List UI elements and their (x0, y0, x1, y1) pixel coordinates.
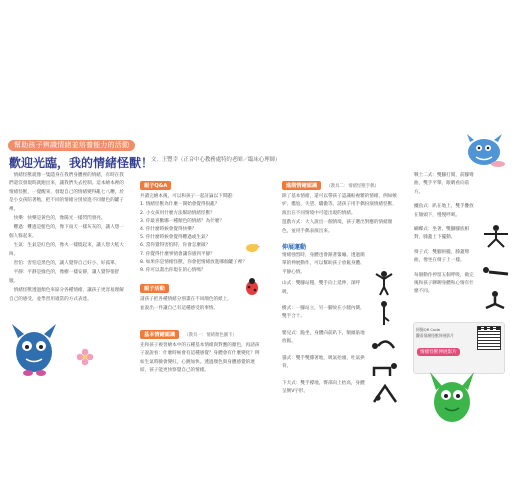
pose-item: 嬰兒式：跪坐，身體向前趴下，額頭貼地放鬆。 (282, 330, 365, 345)
pose-item: 樹式：一腳站立，另一腳放在小腿內側，雙手合十。 (282, 306, 365, 320)
pose-item: 山式：雙腳站穩，雙手向上延伸，深呼吸。 (282, 281, 361, 295)
qr-caption-line: 觀看情緒怪獸伸展影片 (416, 333, 454, 339)
paragraph: 害怕：害怕是黑色的，讓人覺得自己好小、好孤單。 (13, 261, 120, 267)
list-item: 6. 當你覺得害怕時，你會怎麼做？ (140, 243, 211, 249)
section-header-advanced-label: 進階情緒認識 (282, 181, 321, 190)
list-item: 5. 你什麼時候會覺得難過或生氣？ (140, 235, 211, 241)
bird-icon (244, 240, 260, 254)
paragraph: 情緒怪獸就像一隻隱身在我們身體裡的情緒，有時在我們還沒發現時就跑出來，讓我們失去控制。這本繪本裡的情緒怪獸，一覺醒來，發現自己的情緒變得亂七八糟，於是小女孩陪著牠，把不同的情緒分別放進不同顏色的罐子裡。 (9, 173, 124, 212)
blue-monster-top-illustration (458, 128, 508, 168)
basic-emotion-text: 先和孩子複習繪本中的五種基本情緒與對應的顏色，再請孩子說說看：什麼時候會有這種感覺？身體會有什麼變化？例如生氣時臉會變紅、心跳加快。透過顏色與身體感覺的連結，孩子能更快察覺自己的情緒。 (140, 343, 260, 374)
pose-item: 貓式：雙手雙膝著地，吸氣抬頭，吐氣拱背。 (282, 355, 365, 370)
flower-icon (76, 348, 94, 366)
column-2 (140, 172, 262, 376)
green-monster-illustration (428, 368, 476, 426)
list-item: 3. 你最喜歡哪一種顏色的情緒？為什麼？ (140, 218, 224, 224)
yoga-pose-figure (480, 262, 510, 280)
paragraph: 難過：難過是藍色的，像下雨天一樣灰灰的，讓人想一個人躲起來。 (9, 225, 124, 239)
qa-intro: 共讀完繪本後，可以和孩子一起討論以下問題： (140, 194, 237, 199)
qr-caption (416, 327, 454, 340)
yoga-pose-figure (482, 224, 510, 248)
yoga-pose-figure (370, 380, 400, 404)
blue-monster-illustration (8, 318, 60, 376)
qr-code[interactable] (477, 326, 501, 350)
pose-item: 鱷魚式：趴在地上，雙手疊放在額頭下，慢慢呼吸。 (414, 204, 474, 218)
list-item: 7. 你覺得什麼事情會讓你感到平靜？ (140, 251, 215, 257)
paragraph: 生氣：生氣是紅色的，像火一樣燒起來，讓人想大吼大叫。 (9, 243, 124, 257)
column-1 (9, 172, 126, 305)
video-link-button[interactable]: 情緒怪獸伸展影片 (417, 348, 460, 356)
pose-item: 下犬式：雙手撐地，臀部向上抬高，身體呈倒V字形。 (282, 380, 365, 394)
paragraph: 平靜：平靜是綠色的，像樹一樣安靜，讓人覺得很舒服。 (9, 270, 120, 284)
list-item: 1. 情緒怪獸為什麼一開始會覺得很亂？ (140, 202, 220, 208)
section-header-advanced (282, 172, 400, 191)
paragraph: 情緒怪獸透過顏色來區分各種情緒，讓孩子更容易理解自己的感受，並學習用適當的方式表達。 (9, 288, 124, 302)
pose-item: 椅子式：雙腳併攏，膝蓋彎曲，像坐在椅子上一樣。 (414, 249, 470, 264)
section-header-basic-label: 基本情緒認識 (140, 330, 179, 339)
yoga-pose-figure (482, 290, 508, 312)
list-item: 2. 小女孩用什麼方法幫助情緒怪獸？ (140, 210, 215, 216)
closing-text: 每個動作停留五個呼吸，做完後和孩子聊聊身體和心情有什麼不同。 (414, 272, 474, 295)
section-pill: 幫助孩子辨識情緒並培養能力的活動 (8, 140, 135, 151)
qr-caption-line: 掃描QR Code (416, 327, 441, 332)
pose-list (282, 280, 368, 396)
list-item: 8. 如果你是情緒怪獸，你會把情緒放進哪個罐子裡？ (140, 259, 247, 265)
advanced-text: 除了基本情緒，還可以帶孩子認識較複雜的情緒，例如嫉妒、尷尬、失望、驕傲等。請孩子用手偶扮演情緒怪獸，演出在不同情境中可能出現的情緒。 (282, 194, 397, 216)
pose-item: 戰士二式：雙腳打開，前腳彎曲，雙手平舉，眼睛看向前方。 (414, 173, 474, 195)
yoga-pose-figure (372, 270, 396, 296)
stretch-intro: 情緒強烈時，身體也會跟著緊繃。透過簡單的伸展動作，可以幫助孩子放鬆身體、平靜心情。 (282, 253, 365, 275)
advanced-text-2: 遊戲方式：大人說出一個情境，孩子選出對應的情緒顏色，並用手偶表演出來。 (282, 220, 393, 234)
section-header-basic (140, 321, 262, 340)
column-4 (414, 172, 476, 297)
list-item: 4. 你什麼時候會覺得快樂？ (140, 227, 197, 233)
yoga-pose-figure (370, 356, 398, 378)
section-header-activity: 親子活動 (140, 284, 169, 293)
yoga-pose-figure (370, 330, 398, 352)
yoga-pose-figure (372, 300, 396, 326)
ladybug-icon (244, 276, 260, 296)
activity-text: 請孩子把各種情緒分別畫在不同顏色的紙上，並說出一件讓自己有這種感受的事情。 (140, 297, 232, 311)
author-line: 文．王豐幸（正音中心教務處特約老師／臨床心理師） (151, 157, 281, 163)
article-title: 歡迎光臨，我的情緒怪獸！ (9, 156, 154, 170)
section-header-stretch: 伸展運動 (282, 244, 307, 252)
section-subtitle: （教具一：情緒顏色圖卡） (184, 333, 237, 339)
section-header-qa: 親子Q&A (140, 181, 171, 190)
section-subtitle: （教具二：情緒怪獸手偶） (326, 184, 379, 189)
list-item: 9. 你可以畫出你現在的心情嗎？ (140, 268, 206, 274)
question-list (140, 201, 262, 275)
pose-item: 蝴蝶式：坐著，雙腳腳底相對，膝蓋上下擺動。 (414, 227, 470, 241)
paragraph: 快樂：快樂是黃色的，像陽光一樣閃閃發亮。 (13, 216, 106, 222)
